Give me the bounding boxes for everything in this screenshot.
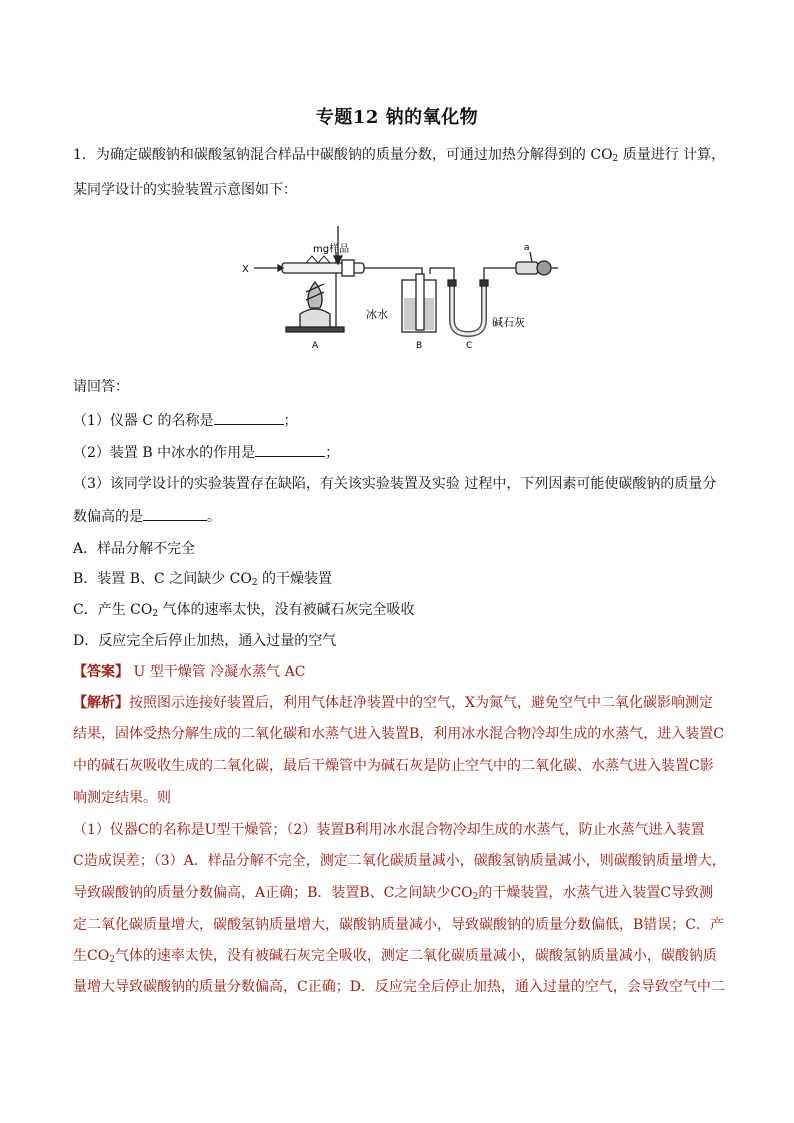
analysis-line-9: 生$CO_2$气体的速率太快，没有被碱石灰完全吸收，测定二氧化碳质量减小，碳酸氢钠质量减小，碳酸钠质 — [73, 948, 717, 965]
answer-blank-3[interactable] — [143, 506, 207, 521]
label-C: C — [466, 341, 473, 351]
label-a: a — [524, 243, 530, 253]
option-a: A．样品分解不完全 — [73, 541, 196, 557]
answer-blank-1[interactable] — [214, 410, 284, 425]
analysis-line-3: 中的碱石灰吸收生成的二氧化碳，最后干燥管中为碱石灰是防止空气中的二氧化碳、水蒸气进入装置C影 — [73, 758, 714, 774]
sub-question-2: （2）装置 B 中冰水的作用是 ； — [73, 442, 339, 463]
label-sample: mg样品 — [313, 244, 350, 255]
analysis-line-2: 结果，固体受热分解生成的二氧化碳和水蒸气进入装置B，利用冰水混合物冷却生成的水蒸气，进入装置C — [73, 726, 724, 742]
sub-question-3-line-1: （3）该同学设计的实验装置存在缺陷，有关该实验装置及实验 过程中，下列因素可能使碳酸钠的质量分 — [73, 476, 717, 492]
option-b: B．装置 B、C 之间缺少 $CO_2$ 的干燥装置 — [73, 571, 333, 588]
apparatus-figure — [238, 222, 560, 354]
analysis-line-7: 导致碳酸钠的质量分数偏高，A正确；B．装置B、C之间缺少$CO_2$的干燥装置，水蒸气进入装置C导致测 — [73, 885, 714, 902]
answer: 【答案】 U 型干燥管 冷凝水蒸气 AC — [73, 664, 306, 680]
analysis-line-4: 响测定结果。则 — [73, 790, 171, 806]
analysis-line-1: 【解析】按照图示连接好装置后，利用气体赶净装置中的空气，X为氮气，避免空气中二氧化碳影响测定 — [73, 695, 713, 711]
answer-blank-2[interactable] — [255, 442, 325, 457]
analysis-line-5: （1）仪器C的名称是U型干燥管；（2）装置B利用冰水混合物冷却生成的水蒸气，防止水蒸气进入装置 — [73, 822, 705, 838]
sub-question-1: （1）仪器 C 的名称是 ； — [73, 410, 298, 431]
analysis-line-8: 定二氧化碳质量增大，碳酸氢钠质量增大，碳酸钠质量减小，导致碳酸钠的质量分数偏低，B错误；C．产 — [73, 917, 724, 933]
sub-question-3-line-2: 数偏高的是 。 — [73, 506, 221, 527]
label-B: B — [416, 341, 423, 351]
option-d: D．反应完全后停止加热，通入过量的空气 — [73, 633, 337, 649]
analysis-line-6: C造成误差；（3）A．样品分解不完全，测定二氧化碳质量减小，碳酸氢钠质量减小，则碳酸钠质量增大， — [73, 853, 726, 869]
label-x: X — [242, 264, 249, 275]
page-title: 专题12 钠的氧化物 — [315, 107, 479, 128]
analysis-line-10: 量增大导致碳酸钠的质量分数偏高，C正确；D．反应完全后停止加热，通入过量的空气，会导致空气中二 — [73, 979, 725, 995]
prompt: 请回答： — [73, 379, 129, 395]
label-ice-water: 冰水 — [366, 308, 388, 321]
question-line-2: 某同学设计的实验装置示意图如下： — [73, 182, 297, 198]
label-A: A — [312, 341, 319, 351]
question-line-1: 1．为确定碳酸钠和碳酸氢钠混合样品中碳酸钠的质量分数，可通过加热分解得到的 $CO_2$ 质量进行 计算， — [73, 147, 726, 164]
label-soda-lime: 碱石灰 — [492, 316, 525, 329]
option-c: C．产生 $CO_2$ 气体的速率太快，没有被碱石灰完全吸收 — [73, 602, 415, 619]
